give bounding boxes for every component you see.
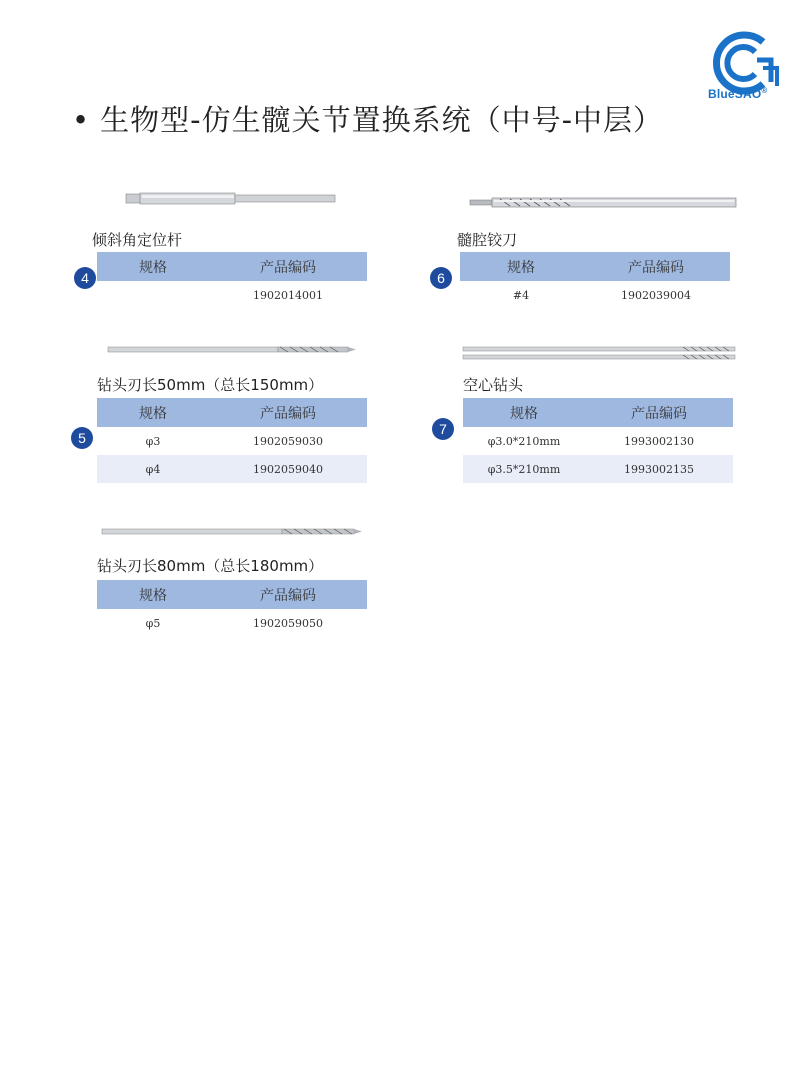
item-name: 髓腔铰刀 xyxy=(457,231,518,249)
table-header-row xyxy=(97,252,367,281)
code-header: 产品编码 xyxy=(585,398,733,427)
item-number-badge: 4 xyxy=(74,267,96,289)
item-name: 钻头刃长80mm（总长180mm） xyxy=(97,557,324,575)
item-name: 空心钻头 xyxy=(463,376,524,394)
spec-cell: φ3.5*210mm xyxy=(463,455,585,483)
table-row xyxy=(97,455,367,483)
code-cell: 1902014001 xyxy=(253,288,323,302)
item-number-badge: 6 xyxy=(430,267,452,289)
spec-cell: φ3 xyxy=(145,434,161,448)
table-row xyxy=(463,455,733,483)
table-header-row xyxy=(463,398,733,427)
table-row xyxy=(97,281,367,309)
code-header: 产品编码 xyxy=(209,252,367,281)
spec-cell: φ4 xyxy=(97,455,209,483)
table-header-row xyxy=(460,252,730,281)
reamer-image xyxy=(470,196,738,210)
table-row xyxy=(97,427,367,455)
title-bullet: • xyxy=(72,103,91,137)
code-header: 产品编码 xyxy=(582,252,730,281)
item-number-badge: 5 xyxy=(71,427,93,449)
spec-header: 规格 xyxy=(463,398,585,427)
item-number-badge: 7 xyxy=(432,418,454,440)
spec-header: 规格 xyxy=(97,580,209,609)
table-header-row xyxy=(97,398,367,427)
spec-header: 规格 xyxy=(97,398,209,427)
item-name: 钻头刃长50mm（总长150mm） xyxy=(97,376,324,394)
title-text: 生物型-仿生髋关节置换系统（中号-中层） xyxy=(100,103,664,137)
code-cell: 1902059050 xyxy=(253,616,323,630)
spec-table xyxy=(463,398,733,483)
code-header: 产品编码 xyxy=(209,580,367,609)
code-header: 产品编码 xyxy=(209,398,367,427)
positioning-rod-image xyxy=(126,192,336,206)
spec-header: 规格 xyxy=(460,252,582,281)
code-cell: 1993002130 xyxy=(624,434,694,448)
code-cell: 1902039004 xyxy=(621,288,691,302)
page-title xyxy=(72,98,663,139)
spec-header: 规格 xyxy=(97,252,209,281)
spec-cell: #4 xyxy=(512,288,530,302)
drill-bit-50mm-image xyxy=(108,345,358,355)
item-name: 倾斜角定位杆 xyxy=(92,231,183,249)
spec-table xyxy=(460,252,730,309)
spec-cell xyxy=(97,281,209,309)
table-row xyxy=(97,609,367,637)
table-row xyxy=(463,427,733,455)
spec-table xyxy=(97,252,367,309)
spec-table xyxy=(97,580,367,637)
cannulated-drill-image xyxy=(463,346,737,362)
table-row xyxy=(460,281,730,309)
spec-table xyxy=(97,398,367,483)
code-cell: 1902059040 xyxy=(209,455,367,483)
brand-name: BlueSAO® xyxy=(708,86,768,101)
drill-bit-80mm-image xyxy=(102,527,364,537)
table-header-row xyxy=(97,580,367,609)
code-cell: 1993002135 xyxy=(585,455,733,483)
spec-cell: φ5 xyxy=(145,616,161,630)
spec-cell: φ3.0*210mm xyxy=(487,434,561,448)
code-cell: 1902059030 xyxy=(253,434,323,448)
